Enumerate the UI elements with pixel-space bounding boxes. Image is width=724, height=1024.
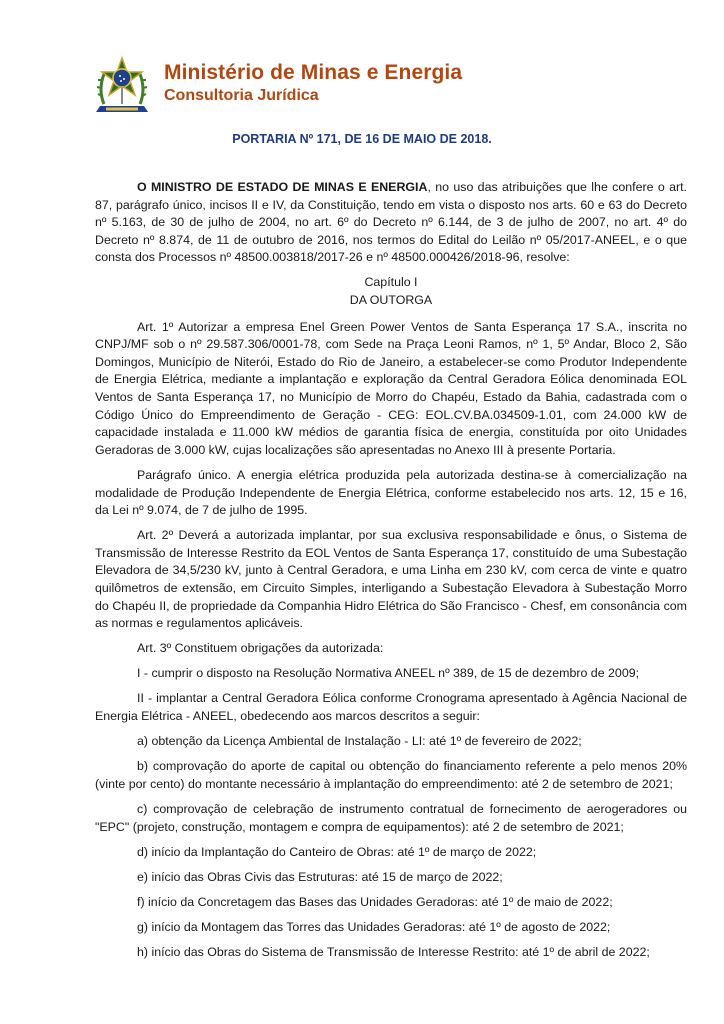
portaria-title: PORTARIA Nº 171, DE 16 DE MAIO DE 2018. xyxy=(232,132,492,146)
office-name: Consultoria Jurídica xyxy=(164,87,319,104)
chapter-heading xyxy=(95,274,687,309)
milestone-b: b) comprovação do aporte de capital ou obtenção do financiamento referente a pelo menos 20% (vinte por cento) do montante necessário à implantação do empreendimento: até 2 de setembro de 2021; xyxy=(95,759,687,791)
milestone-g: g) início da Montagem das Torres das Unidades Geradoras: até 1º de agosto de 2022; xyxy=(137,919,611,934)
milestone-h: h) início das Obras do Sistema de Transmissão de Interesse Restrito: até 1º de abril de 2022; xyxy=(137,944,650,959)
article-1-paragrafo-unico: Parágrafo único. A energia elétrica produzida pela autorizada destina-se à comercialização na modalidade de Produção Independente de Energia Elétrica, conforme estabelecido nos arts. 12, 15 e 16, da Lei nº 9.074, de 7 de julho de 1995. xyxy=(95,467,687,518)
milestone-e: e) início das Obras Civis das Estruturas: até 15 de março de 2022; xyxy=(137,869,503,884)
document-body xyxy=(95,179,687,969)
brazil-coat-of-arms-icon xyxy=(94,56,150,116)
preamble-text: , no uso das atribuições que lhe confere o art. 87, parágrafo único, incisos II e IV, da Constituição, tendo em vista o disposto nos arts. 60 e 63 do Decreto nº 5.163, de 30 de julho de 2004, no art. 6º do Decreto nº 6.144, de 3 de julho de 2007, no art. 4º do Decreto nº 8.874, de 11 de outubro de 2016, nos termos do Edital do Leilão nº 05/2017-ANEEL, e o que consta dos Processos nº 48500.003818/2017-26 e nº 48500.000426/2018-96, resolve: xyxy=(95,180,687,265)
article-3-item-ii: II - implantar a Central Geradora Eólica conforme Cronograma apresentado à Agência Nacional de Energia Elétrica - ANEEL, obedecendo aos marcos descritos a seguir: xyxy=(95,691,687,724)
milestone-f: f) início da Concretagem das Bases das Unidades Geradoras: até 1º de maio de 2022; xyxy=(137,894,613,909)
chapter-title: DA OUTORGA xyxy=(349,293,433,308)
milestone-a: a) obtenção da Licença Ambiental de Instalação - LI: até 1º de fevereiro de 2022; xyxy=(137,734,582,749)
ministry-name: Ministério de Minas e Energia xyxy=(164,61,463,84)
article-3: Art. 3º Constituem obrigações da autorizada: xyxy=(137,641,384,656)
preamble-minister: O MINISTRO DE ESTADO DE MINAS E ENERGIA xyxy=(137,180,428,194)
article-2: Art. 2º Deverá a autorizada implantar, por sua exclusiva responsabilidade e ônus, o Sistema de Transmissão de Interesse Restrito da EOL Ventos de Santa Esperança 17, constituído de uma Subestação Elevadora de 34,5/230 kV, junto à Central Geradora, e uma Linha em 230 kV, com cerca de vinte e quatro quilômetros de extensão, em Circuito Simples, interligando a Subestação Elevadora à Subestação Morro do Chapéu II, de propriedade da Companhia Hidro Elétrica do São Francisco - Chesf, em consonância com as normas e regulamentos aplicáveis. xyxy=(95,528,687,631)
milestone-d: d) início da Implantação do Canteiro de Obras: até 1º de março de 2022; xyxy=(137,844,537,859)
preamble xyxy=(95,179,687,267)
article-3-item-i: I - cumprir o disposto na Resolução Normativa ANEEL nº 389, de 15 de dezembro de 2009; xyxy=(137,666,640,681)
organization-header xyxy=(164,60,462,106)
chapter-number: Capítulo I xyxy=(364,275,418,290)
article-1: Art. 1º Autorizar a empresa Enel Green Power Ventos de Santa Esperança 17 S.A., inscrita no CNPJ/MF sob o nº 29.587.306/0001-78, com Sede na Praça Leoni Ramos, nº 1, 5º Andar, Bloco 2, São Domingos, Município de Niterói, Estado do Rio de Janeiro, a estabelecer-se como Produtor Independente de Energia Elétrica, mediante a implantação e exploração da Central Geradora Eólica denominada EOL Ventos de Santa Esperança 17, no Município de Morro do Chapéu, Estado da Bahia, cadastrada com o Código Único do Empreendimento de Geração - CEG: EOL.CV.BA.034509-1.01, com 24.000 kW de capacidade instalada e 11.000 kW médios de garantia física de energia, constituída por oito Unidades Geradoras de 3.000 kW, cujas localizações são apresentadas no Anexo III à presente Portaria. xyxy=(95,319,687,457)
milestone-c: c) comprovação de celebração de instrumento contratual de fornecimento de aerogeradores ou "EPC" (projeto, construção, montagem e compra de equipamentos): até 2 de setembro de 2021; xyxy=(95,801,687,834)
